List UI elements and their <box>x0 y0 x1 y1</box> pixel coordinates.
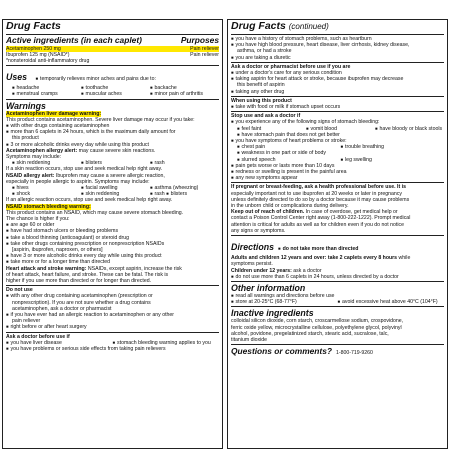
ingredient-name: Ibuprofen 125 mg (NSAID*) <box>6 51 70 58</box>
warning-line: This product contains acetaminophen. Severe liver damage may occur if you take: <box>6 116 195 123</box>
symptom-item: ■ slurred speech <box>237 157 341 163</box>
divider <box>231 34 444 35</box>
uses-intro: ■ temporarily relieves minor aches and pains due to: <box>35 76 155 82</box>
continued-label: (continued) <box>288 22 329 31</box>
panel-title: Drug Facts <box>231 20 286 32</box>
warning-line: pain reliever <box>12 318 41 325</box>
divider <box>6 285 219 286</box>
divider <box>6 65 219 66</box>
children-text: ask a doctor <box>291 267 322 274</box>
uses-section <box>6 67 219 85</box>
warning-line: contact a Poison Control Center right away (1-800-222-1222). Prompt medical <box>231 215 411 222</box>
divider <box>231 111 444 112</box>
questions-title: Questions or comments? <box>231 346 332 357</box>
divider <box>231 281 444 282</box>
symptom-item: ■ vomit blood <box>306 126 375 132</box>
warning-bullet: ■ take more or for a longer time than directed <box>6 259 219 265</box>
use-item: ■ backache <box>150 85 219 91</box>
when-using-title: When using this product <box>231 97 292 104</box>
use-item: ■ minor pain of arthritis <box>150 91 219 97</box>
warning-line: of heart attack, heart failure, and stroke. These can be fatal. The risk is <box>6 271 169 278</box>
ingredient-purpose: Pain reliever <box>190 51 219 58</box>
allergy-symptoms <box>6 185 219 197</box>
warning-bullet: ■ you are taking a diuretic <box>231 55 444 61</box>
adult-dosage-rest: while <box>397 255 411 262</box>
heart-warning-text: NSAIDs, except aspirin, increase the risk <box>86 265 182 272</box>
divider <box>231 96 444 97</box>
inactive-ingredients-title: Inactive ingredients <box>231 308 314 319</box>
symptom-item: ■ chest pain <box>237 144 341 150</box>
warning-bullet: ■ stomach bleeding warning applies to you <box>113 340 220 346</box>
warning-bullet: ■ redness or swelling is present in the painful area <box>231 169 444 175</box>
warning-bullet: ■ more than 6 caplets in 24 hours, which is the maximum daily amount for <box>6 129 219 135</box>
children-title: Children under 12 years: <box>231 267 292 274</box>
symptom-item: ■ skin reddening <box>81 191 150 197</box>
nsaid-allergy-title: NSAID allergy alert: <box>6 172 55 179</box>
dosage-limit: ■ do not use more than 6 caplets in 24 hours, unless directed by a doctor <box>231 274 444 280</box>
inactive-line: colloidal silicon dioxide, corn starch, croscarmellose sodium, crospovidone, <box>231 318 404 325</box>
pregnancy-warning: If pregnant or breast-feeding, ask a health professional before use. It is <box>231 184 406 191</box>
symptom-item: ■ rash <box>150 160 219 166</box>
drug-facts-panel-left <box>2 19 223 449</box>
warning-line: unless definitely directed to do so by a doctor because it may cause problems <box>231 196 410 203</box>
warning-bullet: ■ 3 or more alcoholic drinks every day while using this product <box>6 142 219 148</box>
warning-bullet: ■ with other drugs containing acetaminophen <box>6 123 219 129</box>
symptom-item: ■ trouble breathing <box>341 144 445 150</box>
stomach-bleeding-title: NSAID stomach bleeding warning: <box>6 203 91 210</box>
purposes-title: Purposes <box>180 35 219 45</box>
ask-pharmacist-title: Ask a doctor or pharmacist before use if you are <box>231 63 351 70</box>
heart-signs <box>231 157 444 163</box>
warning-line: If an allergic reaction occurs, stop use and seek medical help right away. <box>6 197 173 204</box>
warning-bullet: ■ have had stomach ulcers or bleeding problems <box>6 228 219 234</box>
uses-list <box>6 85 219 97</box>
ingredient-purpose: Pain reliever <box>190 45 219 52</box>
warning-bullet: ■ you have a history of stomach problems, such as heartburn <box>231 36 444 42</box>
warning-line: asthma, or had a stroke <box>237 48 292 55</box>
ingredient-name: Acetaminophen 250 mg <box>6 45 61 52</box>
heart-warning-title: Heart attack and stroke warning: <box>6 265 87 272</box>
warning-line: in the unborn child or complications during delivery. <box>231 203 349 210</box>
directions-headline: ■ do not take more than directed <box>278 246 358 252</box>
ingredient-row <box>6 52 219 58</box>
warning-bullet: ■ are age 60 or older <box>6 222 219 228</box>
symptom-item: ■ blisters <box>166 191 187 197</box>
warning-bullet: ■ take with food or milk if stomach upset occurs <box>231 104 444 110</box>
warning-bullet: ■ have 3 or more alcoholic drinks every day while using this product <box>6 253 219 259</box>
active-ingredients-header <box>6 36 219 46</box>
warning-line: The chance is higher if you: <box>6 215 70 222</box>
divider <box>231 306 444 307</box>
divider <box>231 235 444 236</box>
divider <box>231 62 444 63</box>
warning-bullet: ■ pain gets worse or lasts more than 10 days <box>231 163 444 169</box>
warning-line: this benefit of aspirin <box>237 82 285 89</box>
use-item: ■ toothache <box>81 85 150 91</box>
warning-line: especially in people allergic to aspirin. Symptoms may include: <box>6 178 150 185</box>
warning-line: [aspirin, ibuprofen, naproxen, or others] <box>12 246 103 253</box>
allergy-alert-title: Acetaminophen allergy alert: <box>6 147 78 154</box>
warning-bullet: ■ any new symptoms appear <box>231 175 444 181</box>
warning-bullet: ■ right before or after heart surgery <box>6 324 219 330</box>
nsaid-footnote: *nonsteroidal anti-inflammatory drug <box>6 57 90 64</box>
info-bullet: ■ read all warnings and directions before use <box>231 293 444 299</box>
symptom-item: ■ asthma (wheezing) <box>150 185 219 191</box>
symptom-item: ■ leg swelling <box>341 157 445 163</box>
warning-line: nonprescription). If you are not sure whether a drug contains <box>12 299 151 306</box>
symptom-item: ■ weakness in one part or side of body <box>231 150 444 156</box>
warning-line: any signs or symptoms. <box>231 227 286 234</box>
panel-title: Drug Facts <box>6 20 61 32</box>
storage-info <box>231 299 444 305</box>
other-info-title: Other information <box>231 282 306 293</box>
questions-row <box>231 346 444 356</box>
warnings-title: Warnings <box>6 100 46 111</box>
symptom-item: ■ blisters <box>81 160 150 166</box>
warning-bullet: ■ you experience any of the following signs of stomach bleeding: <box>231 119 444 125</box>
inactive-line: ferric oxide yellow, microcrystalline cellulose, polyethylene glycol, polyvinyl <box>231 324 402 331</box>
symptom-item: ■ shock <box>12 191 81 197</box>
symptom-item: ■ rash <box>150 191 165 197</box>
stop-use-title: Stop use and ask a doctor if <box>231 113 301 120</box>
uses-title: Uses <box>6 72 28 83</box>
symptoms-intro: Symptoms may include: <box>6 153 62 160</box>
warning-line: this product <box>12 135 39 142</box>
bleeding-signs <box>231 126 444 132</box>
divider <box>6 99 219 100</box>
symptom-item: ■ have bloody or black stools <box>375 126 444 132</box>
warning-bullet: ■ have stomach pain that does not get better <box>231 132 444 138</box>
warning-bullet: ■ you have problems or serious side effects from taking pain relievers <box>6 346 219 352</box>
warning-line: attention is critical for adults as well as for children even if you do not notice <box>231 221 405 228</box>
warning-bullet: ■ you have high blood pressure, heart disease, liver cirrhosis, kidney disease, <box>231 42 444 48</box>
warning-bullet: ■ take a blood thinning (anticoagulant) or steroid drug <box>6 235 219 241</box>
divider <box>6 332 219 333</box>
keep-out-text: In case of overdose, get medical help or <box>304 209 398 216</box>
warning-line: If a skin reaction occurs, stop use and seek medical help right away. <box>6 166 163 173</box>
nsaid-allergy-text: Ibuprofen may cause a severe allergic reaction, <box>54 172 165 179</box>
warning-bullet: ■ take other drugs containing prescription or nonprescription NSAIDs <box>6 241 219 247</box>
use-item: ■ headache <box>12 85 81 91</box>
warning-bullet: ■ if you have ever had an allergic reaction to acetaminophen or any other <box>6 312 219 318</box>
keep-out-title: Keep out of reach of children. <box>231 209 305 216</box>
warning-line: symptoms persist. <box>231 261 273 268</box>
do-not-use-title: Do not use <box>6 287 33 294</box>
use-item: ■ muscular aches <box>81 91 150 97</box>
warning-line: acetaminophen, ask a doctor or pharmacist <box>12 305 112 312</box>
active-ingredients-title: Active ingredients (in each caplet) <box>6 35 142 45</box>
inactive-line: titanium dioxide <box>231 336 268 343</box>
allergy-alert-text: may cause severe skin reactions. <box>77 147 156 154</box>
symptom-item: ■ feel faint <box>237 126 306 132</box>
warning-bullet: ■ taking any other drug <box>231 89 444 95</box>
warning-bullet: ■ under a doctor's care for any serious condition <box>231 70 444 76</box>
warning-bullet: ■ with any other drug containing acetaminophen (prescription or <box>6 293 219 299</box>
symptom-item: ■ skin reddening <box>12 160 81 166</box>
warning-line: higher if you use more than directed or for longer than directed. <box>6 278 152 284</box>
drug-facts-panel-right <box>227 19 448 449</box>
inactive-line: alcohol, povidone, pregelatinized starch, stearic acid, sucralose, talc, <box>231 330 389 337</box>
symptom-item: ■ hives <box>12 185 81 191</box>
warning-line: especially important not to use ibuprofen at 20 weeks or later in pregnancy <box>231 190 402 197</box>
divider <box>231 182 444 183</box>
directions-title: Directions <box>231 242 275 253</box>
phone-number: 1-800-719-9260 <box>335 350 373 357</box>
use-item: ■ menstrual cramps <box>12 91 81 97</box>
symptom-item: ■ facial swelling <box>81 185 150 191</box>
divider <box>231 344 444 345</box>
warning-bullet: ■ you have liver disease <box>6 340 113 346</box>
info-bullet: ■ store at 20-25°C (68-77°F) <box>231 299 338 305</box>
warning-line: This product contains an NSAID, which may cause severe stomach bleeding. <box>6 209 184 216</box>
info-bullet: ■ avoid excessive heat above 40°C (104°F) <box>338 299 445 305</box>
adult-dosage: Adults and children 12 years and over: take 2 caplets every 8 hours <box>231 255 398 262</box>
liver-warning-title: Acetaminophen liver damage warning: <box>6 110 102 117</box>
warning-bullet: ■ taking aspirin for heart attack or stroke, because ibuprofen may decrease <box>231 76 444 82</box>
warning-bullet: ■ you have symptoms of heart problems or stroke: <box>231 138 444 144</box>
ask-doctor-title: Ask a doctor before use if <box>6 333 70 340</box>
